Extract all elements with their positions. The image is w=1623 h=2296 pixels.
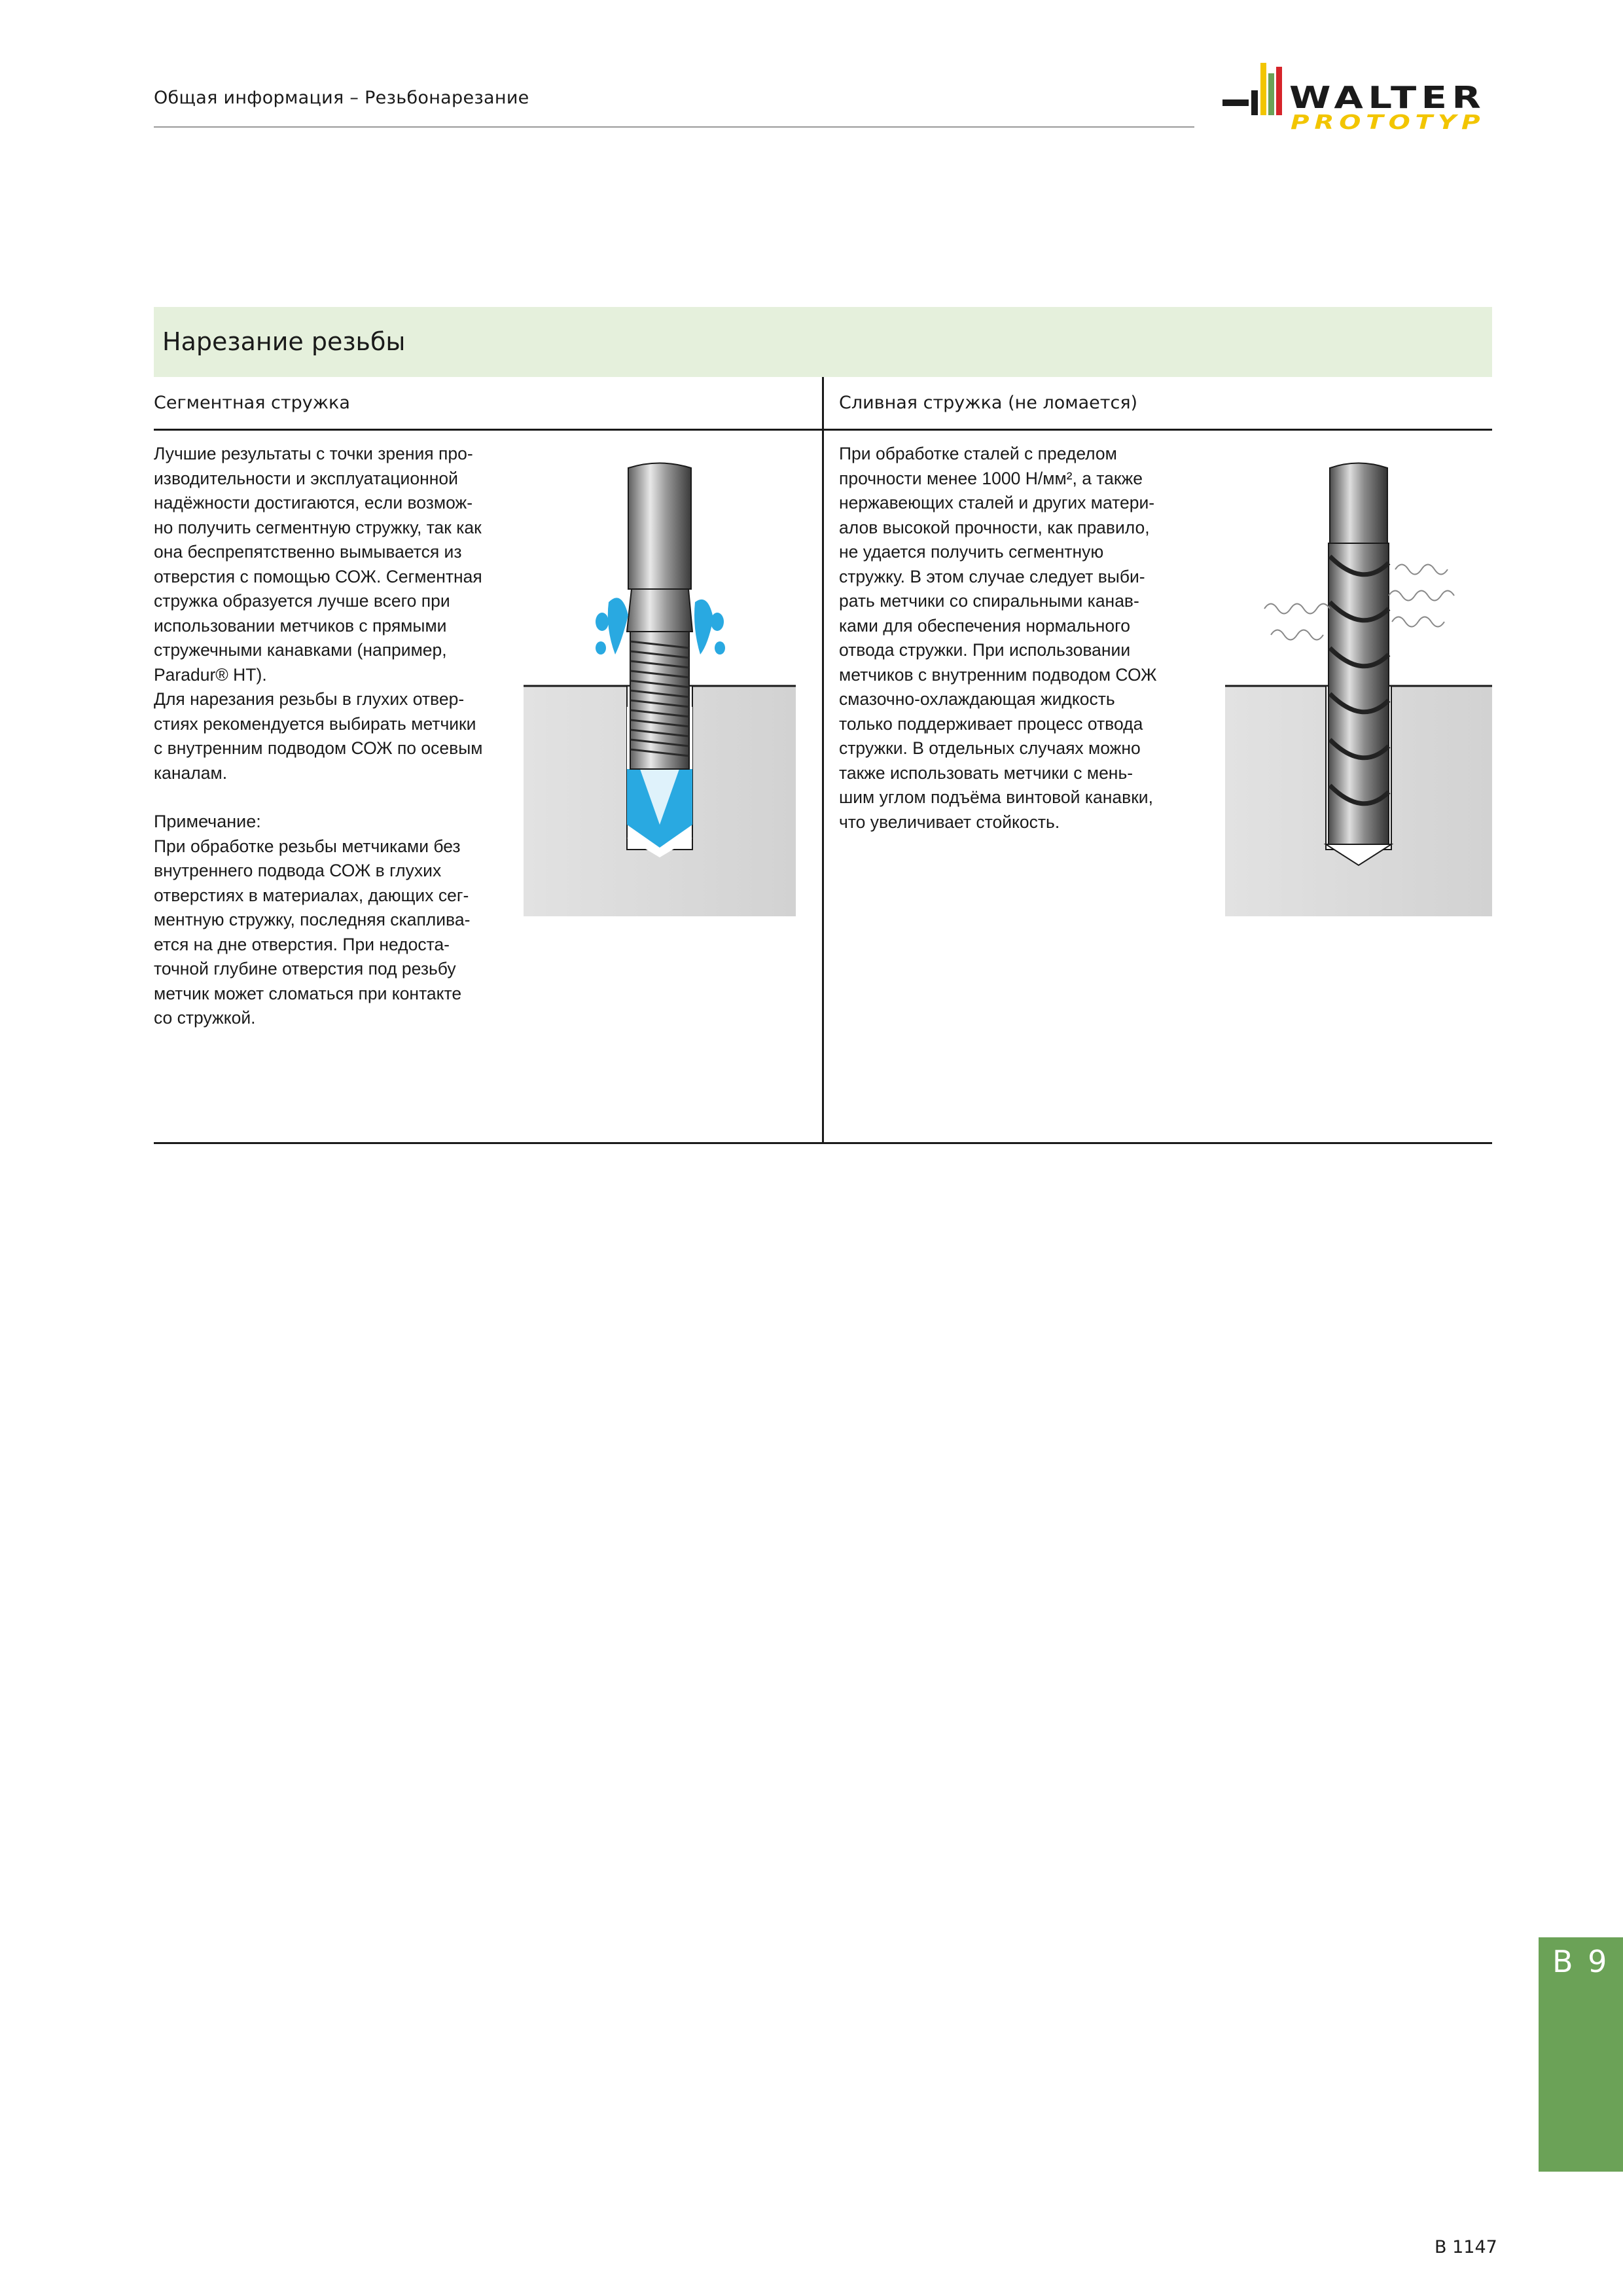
column-divider (822, 377, 824, 1144)
right-heading-note: (не ломается) (1008, 393, 1138, 413)
section-tab-label: B 9 (1552, 1944, 1610, 1979)
note-text: При обработке резьбы метчиками без внутреннего подвода СОЖ в глухих отверстиях в материалах, дающих сег- ментную стружку, последняя скаплива- ется на дне отверстия. При недоста- точной глубине отверстия под резьбу метчик может сломаться при контакте со стружкой. (154, 836, 471, 1028)
logo-bars-icon (1222, 60, 1288, 132)
header-title: Общая информация – Резьбонарезание (154, 88, 529, 108)
logo-subtitle: PROTOTYP (1291, 111, 1486, 134)
walter-prototyp-logo (1222, 60, 1497, 132)
logo-wordmark: WALTER (1289, 80, 1486, 115)
note-title: Примечание: (154, 812, 261, 831)
right-column-text (839, 442, 1179, 834)
column-header-rule (154, 429, 1492, 431)
right-paragraph: При обработке сталей с пределом прочности менее 1000 Н/мм², а также нержавеющих сталей и других матери- алов высокой прочности, как правило, не удается получить сегментную стружку. В этом случае следует выби- рать метчики со спиральными канав- ками для обеспечения нормального отвода стружки. При использовании метчиков с внутренним подводом СОЖ смазочно-охлаждающая жидкость только поддерживает процесс отвода стружки. В отдельных случаях можно также использовать метчики с мень- шим углом подъёма винтовой канавки, что увеличивает стойкость. (839, 444, 1157, 832)
header-divider (154, 126, 1194, 128)
straight-flute-tap-with-coolant-icon (524, 458, 796, 916)
left-column-heading: Сегментная стружка (154, 393, 350, 413)
right-heading-main: Сливная стружка (839, 393, 1003, 413)
left-paragraph: Лучшие результаты с точки зрения про- изводительности и эксплуатационной надёжности достигаются, если возмож- но получить сегментную стружку, так как она беспрепятственно вымывается из отверстия с помощью СОЖ. Сегментная стружка образуется лучше всего при использовании метчиков с прямыми стружечными канавками (например, Paradur® HT). Для нарезания резьбы в глухих отвер- стиях рекомендуется выбирать метчики с внутренним подводом СОЖ по осевым каналам. (154, 444, 483, 783)
spiral-flute-tap-with-chips-icon (1225, 458, 1492, 916)
left-column-text (154, 442, 494, 1031)
right-column-heading (839, 393, 1137, 413)
page-number: B 1147 (1435, 2237, 1497, 2257)
section-title: Нарезание резьбы (162, 327, 406, 356)
table-bottom-rule (154, 1142, 1492, 1144)
